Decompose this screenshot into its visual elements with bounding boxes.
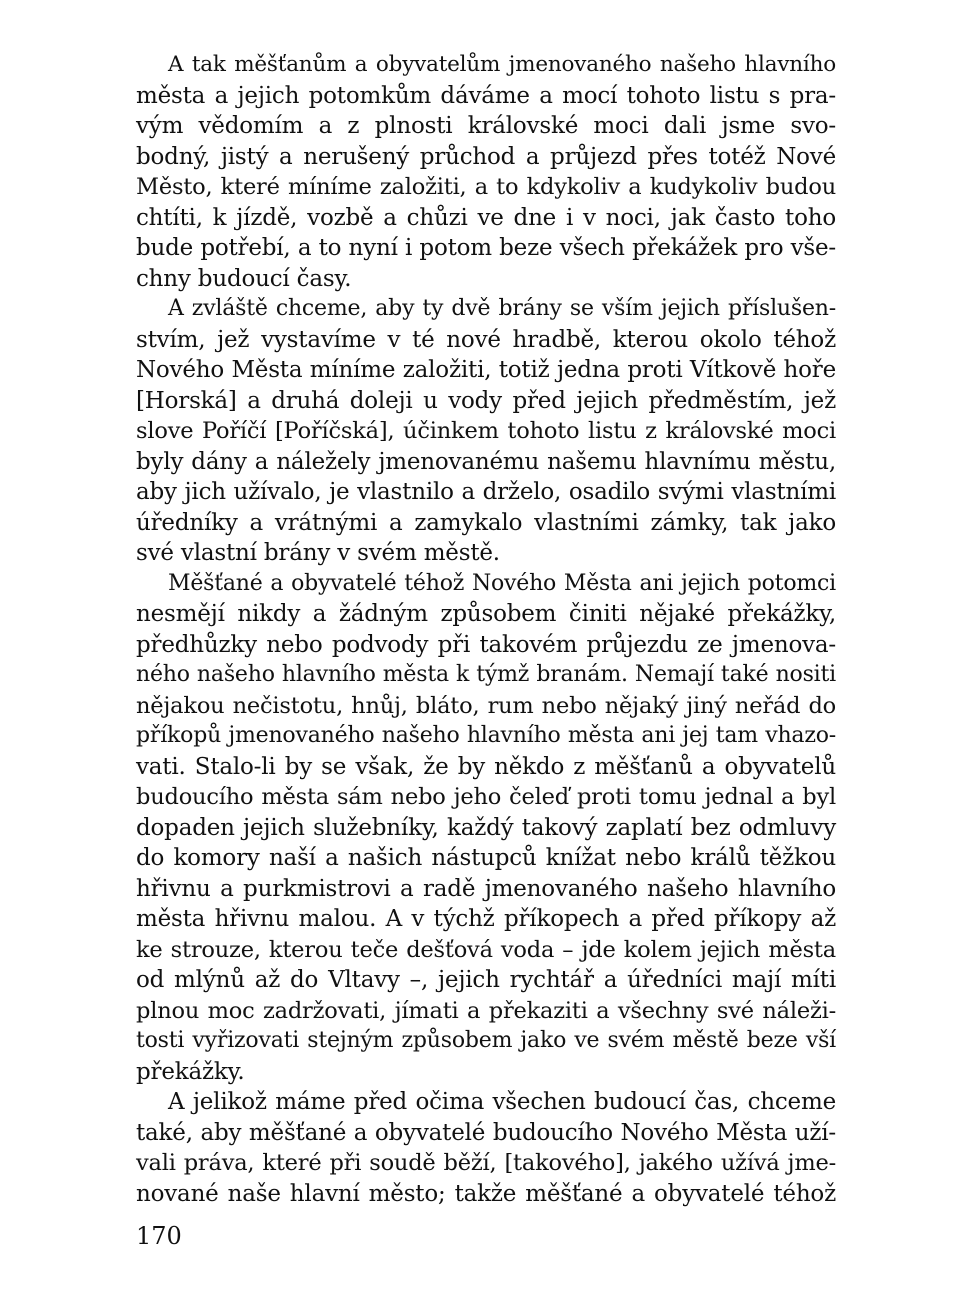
paragraph (136, 50, 836, 294)
text-line: tosti vyřizovati stejným způsobem jako ve svém městě beze vší (136, 1028, 836, 1053)
text-line: vým vědomím a z plnosti královské moci dali jsme svo- (136, 113, 836, 139)
text-line: bodný, jistý a nerušený průchod a průjezd přes totéž Nové (136, 143, 836, 170)
text-line: od mlýnů až do Vltavy –, jejich rychtář a úředníci mají míti (136, 967, 836, 993)
text-line: své vlastní brány v svém městě. (136, 540, 500, 566)
text-line: chny budoucí časy. (136, 265, 352, 292)
text-line: předhůzky nebo podvody při takovém průjezdu ze jmenova- (136, 631, 836, 658)
text-line: [Horská] a druhá doleji u vody před jejich předměstím, jež (136, 387, 836, 414)
text-line: A jelikož máme před očima všechen budoucí čas, chceme (168, 1089, 836, 1115)
text-line: Město, které míníme založiti, a to kdykoliv a kudykoliv budou (136, 174, 836, 200)
paragraph (136, 294, 836, 569)
page-number: 170 (136, 1222, 182, 1250)
text-line: slove Poříčí [Poříčská], účinkem tohoto listu z královské moci (136, 418, 836, 444)
text-line: úředníky a vrátnými a zamykalo vlastními zámky, tak jako (136, 509, 836, 536)
paragraph (136, 1087, 836, 1209)
text-line: nějakou nečistotu, hnůj, bláto, rum nebo nějaký jiný neřád do (136, 692, 836, 719)
text-line: dopaden jejich služebníky, každý takový zaplatí bez odmluvy (136, 814, 836, 841)
text-line: nované naše hlavní město; takže měšťané a obyvatelé téhož (136, 1180, 836, 1207)
text-line: stvím, jež vystavíme v té nové hradbě, kterou okolo téhož (136, 326, 836, 353)
text-line: do komory naší a našich nástupců knížat nebo králů těžkou (136, 845, 836, 871)
text-line: překážky. (136, 1058, 245, 1085)
text-line: vati. Stalo-li by se však, že by někdo z měšťanů a obyvatelů (136, 753, 836, 780)
text-line: nesmějí nikdy a žádným způsobem činiti nějaké překážky, (136, 601, 836, 627)
text-line: plnou moc zadržovati, jímati a překaziti a všechny své náleži- (136, 997, 836, 1024)
body-text (136, 50, 836, 1209)
text-line: A zvláště chceme, aby ty dvě brány se vším jejich příslušen- (168, 296, 836, 321)
text-line: vali práva, které při soudě běží, [takového], jakého užívá jme- (136, 1150, 836, 1176)
text-line: příkopů jmenovaného našeho hlavního města ani jej tam vhazo- (136, 723, 836, 748)
text-line: také, aby měšťané a obyvatelé budoucího Nového Města uží- (136, 1119, 836, 1146)
text-line: hřivnu a purkmistrovi a radě jmenovaného našeho hlavního (136, 875, 836, 902)
text-line: ke strouze, kterou teče dešťová voda – jde kolem jejich města (136, 936, 836, 963)
text-line: A tak měšťanům a obyvatelům jmenovaného našeho hlavního (168, 52, 836, 77)
paragraph (136, 569, 836, 1088)
text-line: Nového Města míníme založiti, totiž jedna proti Vítkově hoře (136, 357, 836, 383)
text-line: ného našeho hlavního města k týmž branám. Nemají také nositi (136, 662, 836, 687)
text-line: chtíti, k jízdě, vozbě a chůzi ve dne i v noci, jak často toho (136, 204, 836, 231)
text-line: budoucího města sám nebo jeho čeleď proti tomu jednal a byl (136, 784, 836, 810)
text-line: aby jich užívalo, je vlastnilo a drželo, osadilo svými vlastními (136, 479, 836, 505)
text-line: města a jejich potomkům dáváme a mocí tohoto listu s pra- (136, 82, 836, 109)
text-line: Měšťané a obyvatelé téhož Nového Města ani jejich potomci (168, 570, 836, 596)
text-line: byly dány a náležely jmenovanému našemu hlavnímu městu, (136, 448, 836, 475)
text-line: města hřivnu malou. A v týchž příkopech a před příkopy až (136, 906, 836, 932)
text-line: bude potřebí, a to nyní i potom beze všech překážek pro vše- (136, 235, 836, 261)
